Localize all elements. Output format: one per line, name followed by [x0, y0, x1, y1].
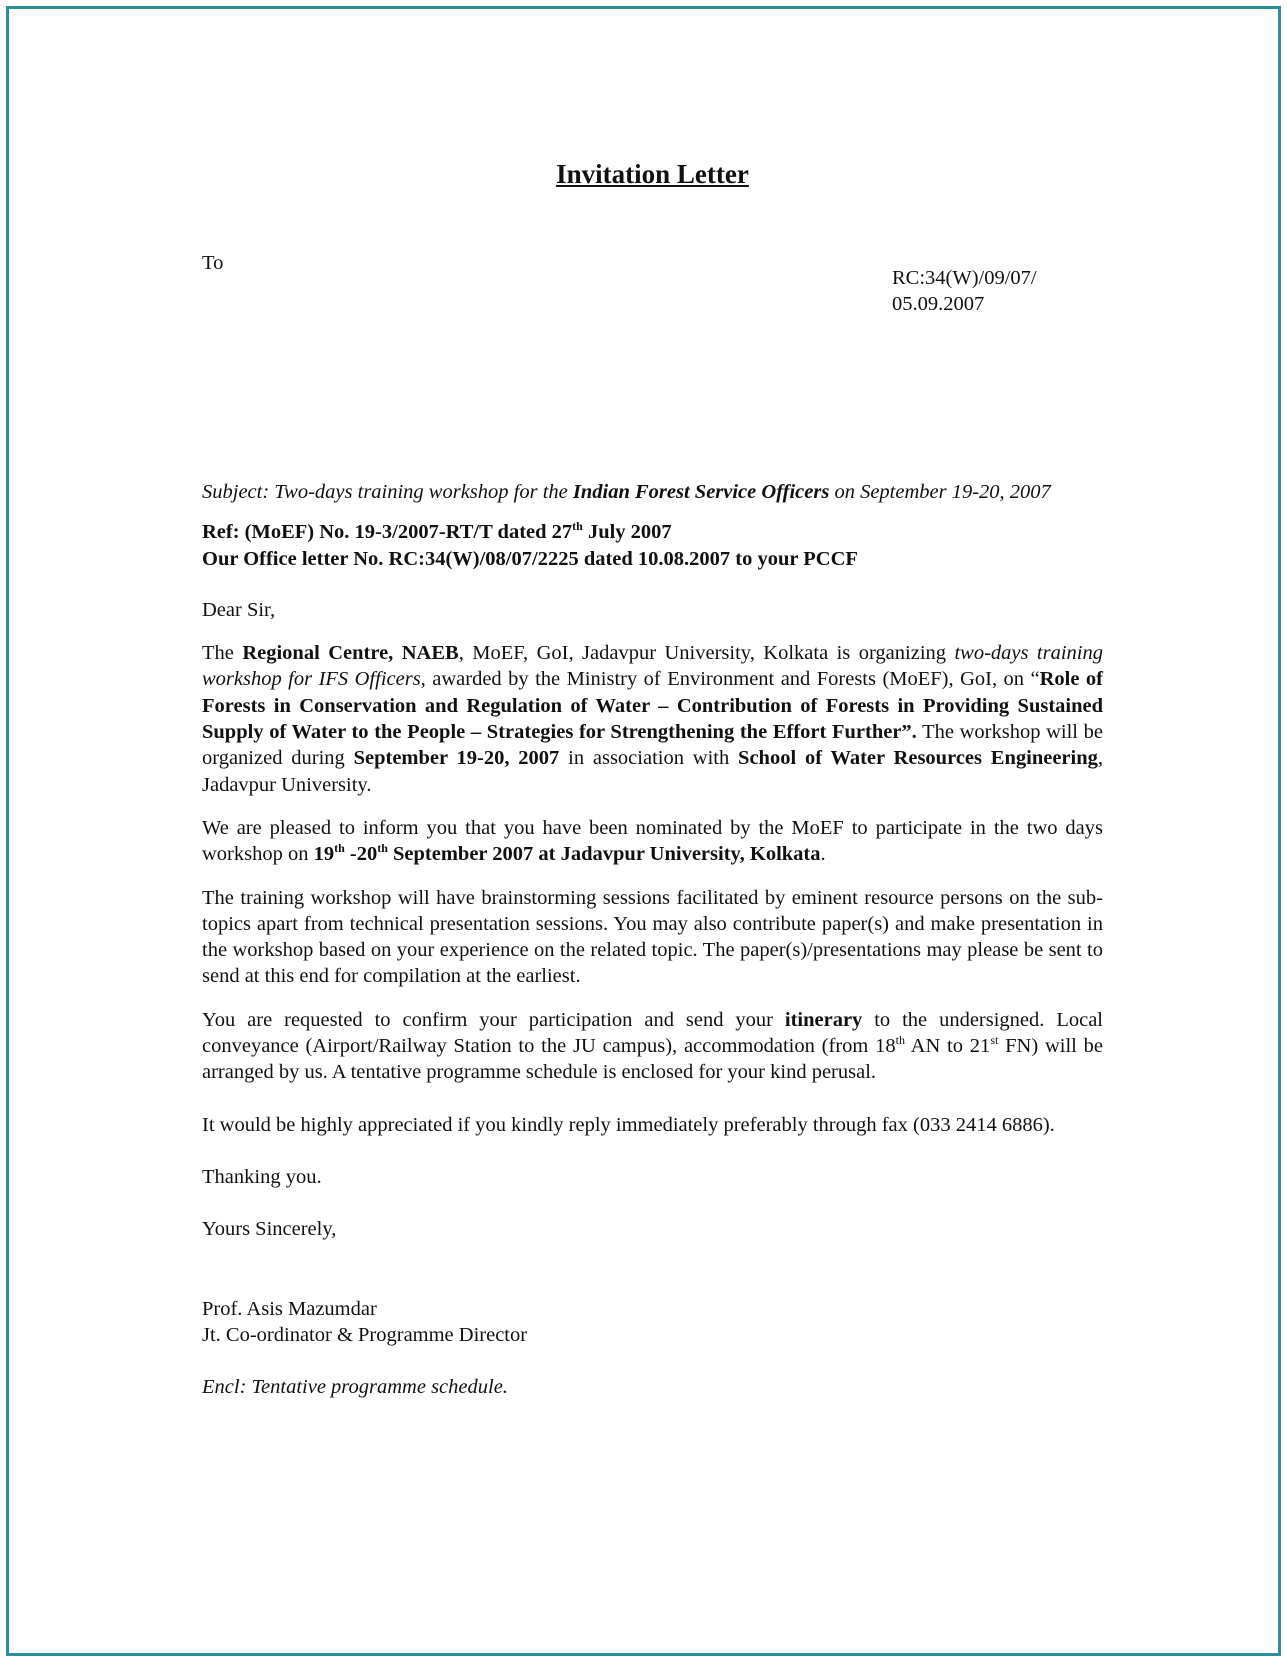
- reference-block: [202, 519, 1103, 572]
- paragraph-sessions: The training workshop will have brainstorming sessions facilitated by eminent resource persons on the sub-topics apart from technical presentation sessions. You may also contribute paper(s) and make presentation in the workshop based on your experience on the related topic. The paper(s)/presentations may please be sent to send at this end for compilation at the earliest.: [202, 886, 1103, 988]
- reference-date: 05.09.2007: [892, 293, 985, 315]
- signatory-name: Prof. Asis Mazumdar: [202, 1297, 377, 1320]
- paragraph-reply-request: It would be highly appreciated if you kindly reply immediately preferably through fax (033 2414 6886).: [202, 1113, 1055, 1136]
- valediction: Yours Sincerely,: [202, 1218, 337, 1241]
- paragraph-nomination: We are pleased to inform you that you have been nominated by the MoEF to participate in the two days workshop on 19th -20th September 2007 at Jadavpur University, Kolkata.: [202, 816, 1103, 866]
- letter-body: [202, 479, 1103, 1400]
- salutation: Dear Sir,: [202, 598, 276, 621]
- signature-block: [202, 1296, 1103, 1349]
- reference-number: [892, 265, 1037, 317]
- recipient-label: To: [202, 252, 224, 274]
- page-border: [6, 6, 1281, 1656]
- paragraph-introduction: The Regional Centre, NAEB, MoEF, GoI, Jadavpur University, Kolkata is organizing two-days training workshop for IFS Officers, awarded by the Ministry of Environment and Forests (MoEF), GoI, on “Role of Forests in Conservation and Regulation of Water – Contribution of Forests in Providing Sustained Supply of Water to the People – Strategies for Strengthening the Effort Further”. The workshop will be organized during September 19-20, 2007 in association with School of Water Resources Engineering, Jadavpur University.: [202, 642, 1103, 796]
- signatory-title: Jt. Co-ordinator & Programme Director: [202, 1323, 528, 1346]
- enclosure-note: Encl: Tentative programme schedule.: [202, 1376, 508, 1399]
- reference-line-1: Ref: (MoEF) No. 19-3/2007-RT/T dated 27th July 2007: [202, 519, 672, 544]
- reference-line-2: Our Office letter No. RC:34(W)/08/07/2225 dated 10.08.2007 to your PCCF: [202, 547, 858, 570]
- reference-code: RC:34(W)/09/07/: [892, 267, 1037, 289]
- subject-line: Subject: Two-days training workshop for the Indian Forest Service Officers on September 19-20, 2007: [202, 481, 1051, 503]
- letter-page: [202, 9, 1103, 1659]
- paragraph-itinerary: You are requested to confirm your participation and send your itinerary to the undersigned. Local conveyance (Airport/Railway Station to the JU campus), accommodation (from 18th AN to 21st FN) will be arranged by us. A tentative programme schedule is enclosed for your kind perusal.: [202, 1008, 1104, 1084]
- letter-title: Invitation Letter: [556, 159, 749, 189]
- thanks-line: Thanking you.: [202, 1165, 322, 1188]
